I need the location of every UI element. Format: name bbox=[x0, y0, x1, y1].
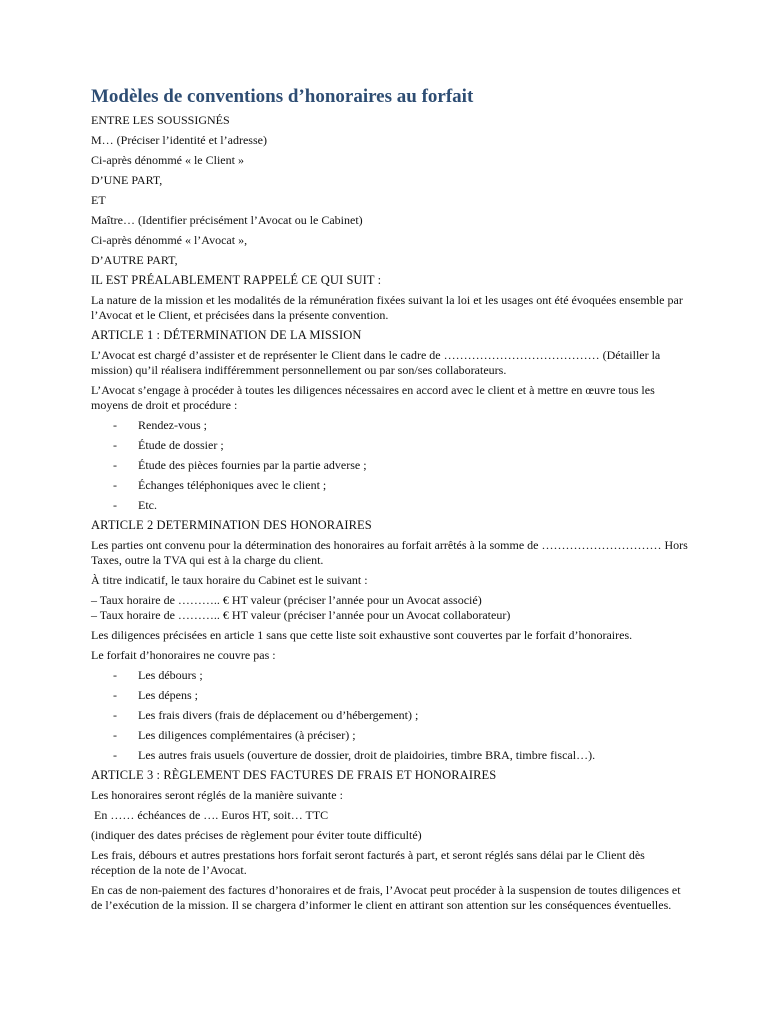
list-item: - Les autres frais usuels (ouverture de dossier, droit de plaidoiries, timbre BRA, timbre fiscal…). bbox=[113, 748, 596, 762]
parties-heading: ENTRE LES SOUSSIGNÉS bbox=[91, 113, 230, 127]
diligences-list bbox=[91, 418, 691, 513]
hourly-rate-associate: – Taux horaire de ……….. € HT valeur (préciser l’année pour un Avocat collaborateur) bbox=[91, 608, 511, 622]
payment-schedule: En …… échéances de …. Euros HT, soit… TTC bbox=[91, 808, 329, 822]
document-body bbox=[91, 113, 691, 918]
list-item: - Étude des pièces fournies par la partie adverse ; bbox=[113, 458, 367, 472]
preamble-text: La nature de la mission et les modalités de la rémunération fixées suivant la loi et les usages ont été évoquées ensemble par l’Avocat et le Client, et précisées dans la présente convention. bbox=[91, 293, 683, 322]
second-party-label: D’AUTRE PART, bbox=[91, 253, 178, 267]
article-2-heading: ARTICLE 2 DETERMINATION DES HONORAIRES bbox=[91, 518, 372, 532]
lawyer-identity: Maître… (Identifier précisément l’Avocat ou le Cabinet) bbox=[91, 213, 363, 227]
article-3-heading: ARTICLE 3 : RÈGLEMENT DES FACTURES DE FRAIS ET HONORAIRES bbox=[91, 768, 497, 782]
lawyer-designation: Ci-après dénommé « l’Avocat », bbox=[91, 233, 248, 247]
payment-note: (indiquer des dates précises de règlement pour éviter toute difficulté) bbox=[91, 828, 422, 842]
article-1-heading: ARTICLE 1 : DÉTERMINATION DE LA MISSION bbox=[91, 328, 362, 342]
list-item: - Les dépens ; bbox=[113, 688, 198, 702]
first-party-label: D’UNE PART, bbox=[91, 173, 163, 187]
client-identity: M… (Préciser l’identité et l’adresse) bbox=[91, 133, 267, 147]
preamble-heading: IL EST PRÉALABLEMENT RAPPELÉ CE QUI SUIT : bbox=[91, 273, 382, 287]
list-item: - Étude de dossier ; bbox=[113, 438, 224, 452]
hourly-rate-partner: – Taux horaire de ……….. € HT valeur (préciser l’année pour un Avocat associé) bbox=[91, 593, 482, 607]
article-3-paragraph: Les honoraires seront réglés de la manière suivante : bbox=[91, 788, 343, 802]
article-2-paragraph: Les parties ont convenu pour la détermination des honoraires au forfait arrêtés à la somme de ………………………… Hors Taxes, outre la TVA qui est à la charge du client. bbox=[91, 538, 688, 567]
list-item: - Rendez-vous ; bbox=[113, 418, 207, 432]
list-item: - Échanges téléphoniques avec le client ; bbox=[113, 478, 327, 492]
client-designation: Ci-après dénommé « le Client » bbox=[91, 153, 244, 167]
page-title: Modèles de conventions d’honoraires au forfait bbox=[91, 86, 474, 107]
article-3-paragraph: Les frais, débours et autres prestations hors forfait seront facturés à part, et seront réglés sans délai par le Client dès réception de la note de l’Avocat. bbox=[91, 848, 645, 877]
and-label: ET bbox=[91, 193, 106, 207]
article-2-paragraph: Les diligences précisées en article 1 sans que cette liste soit exhaustive sont couvertes par le forfait d’honoraires. bbox=[91, 628, 633, 642]
article-1-paragraph: L’Avocat s’engage à procéder à toutes les diligences nécessaires en accord avec le client et à mettre en œuvre tous les moyens de droit et procédure : bbox=[91, 383, 655, 412]
list-item: - Les frais divers (frais de déplacement ou d’hébergement) ; bbox=[113, 708, 419, 722]
article-3-paragraph: En cas de non-paiement des factures d’honoraires et de frais, l’Avocat peut procéder à la suspension de toutes diligences et de l’exécution de la mission. Il se chargera d’informer le client en attirant son attention sur les conséquences éventuelles. bbox=[91, 883, 681, 912]
article-2-paragraph: À titre indicatif, le taux horaire du Cabinet est le suivant : bbox=[91, 573, 368, 587]
exclusions-list bbox=[91, 668, 691, 763]
list-item: - Etc. bbox=[113, 498, 157, 512]
article-2-paragraph: Le forfait d’honoraires ne couvre pas : bbox=[91, 648, 276, 662]
list-item: - Les diligences complémentaires (à préciser) ; bbox=[113, 728, 356, 742]
article-1-paragraph: L’Avocat est chargé d’assister et de représenter le Client dans le cadre de ………………………………… (Détailler la mission) qu’il réalisera indifféremment personnellement ou par son/ses collaborateurs. bbox=[91, 348, 661, 377]
list-item: - Les débours ; bbox=[113, 668, 203, 682]
